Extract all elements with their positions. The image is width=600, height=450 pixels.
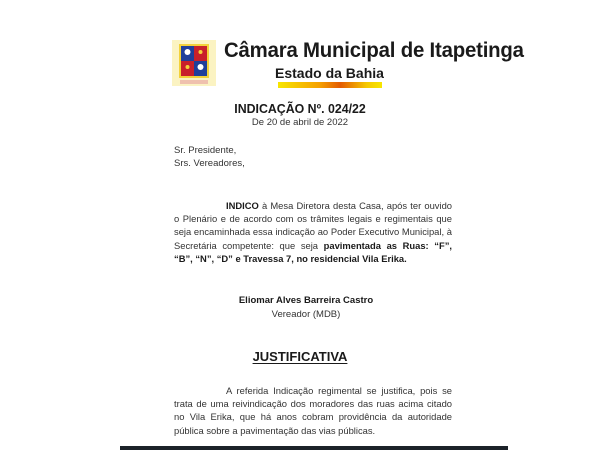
justification-text: A referida Indicação regimental se justifica, pois se trata de uma reivindicação dos moradores das ruas acima citado no Vila Erika, que há anos cobram providência da autoridade pública sobre a pavimentação das vias públicas. (174, 385, 452, 436)
signatory-role: Vereador (MDB) (271, 309, 341, 320)
viewer-bottom-bar (120, 446, 508, 450)
indication-lead: INDICO (226, 200, 259, 211)
coat-of-arms-icon (172, 40, 216, 90)
salutation-president: Sr. Presidente, (174, 145, 237, 156)
justification-body (174, 384, 452, 437)
institution-title: Câmara Municipal de Itapetinga (224, 39, 524, 62)
subtitle-decorative-bar (278, 82, 382, 88)
indication-body (174, 199, 452, 265)
signatory-name: Eliomar Alves Barreira Castro (238, 295, 374, 306)
justification-heading-wrap (0, 349, 600, 364)
institution-subtitle: Estado da Bahia (275, 65, 384, 81)
document-date: De 20 de abril de 2022 (251, 117, 349, 128)
salutation-councillors: Srs. Vereadores, (174, 158, 245, 169)
indication-text: à Mesa Diretora desta Casa, após ter ouvido o Plenário e de acordo com os trâmites legais e regimentais que seja encaminhada essa indicação ao Poder Executivo Municipal, à Secretária competente: que seja (174, 200, 452, 251)
justification-heading: JUSTIFICATIVA (252, 349, 348, 364)
indication-request: pavimentada as Ruas: “F”, “B”, “N”, “D” e Travessa 7, no residencial Vila Erika. (174, 239, 452, 264)
document-heading: INDICAÇÃO Nº. 024/22 (234, 101, 366, 116)
